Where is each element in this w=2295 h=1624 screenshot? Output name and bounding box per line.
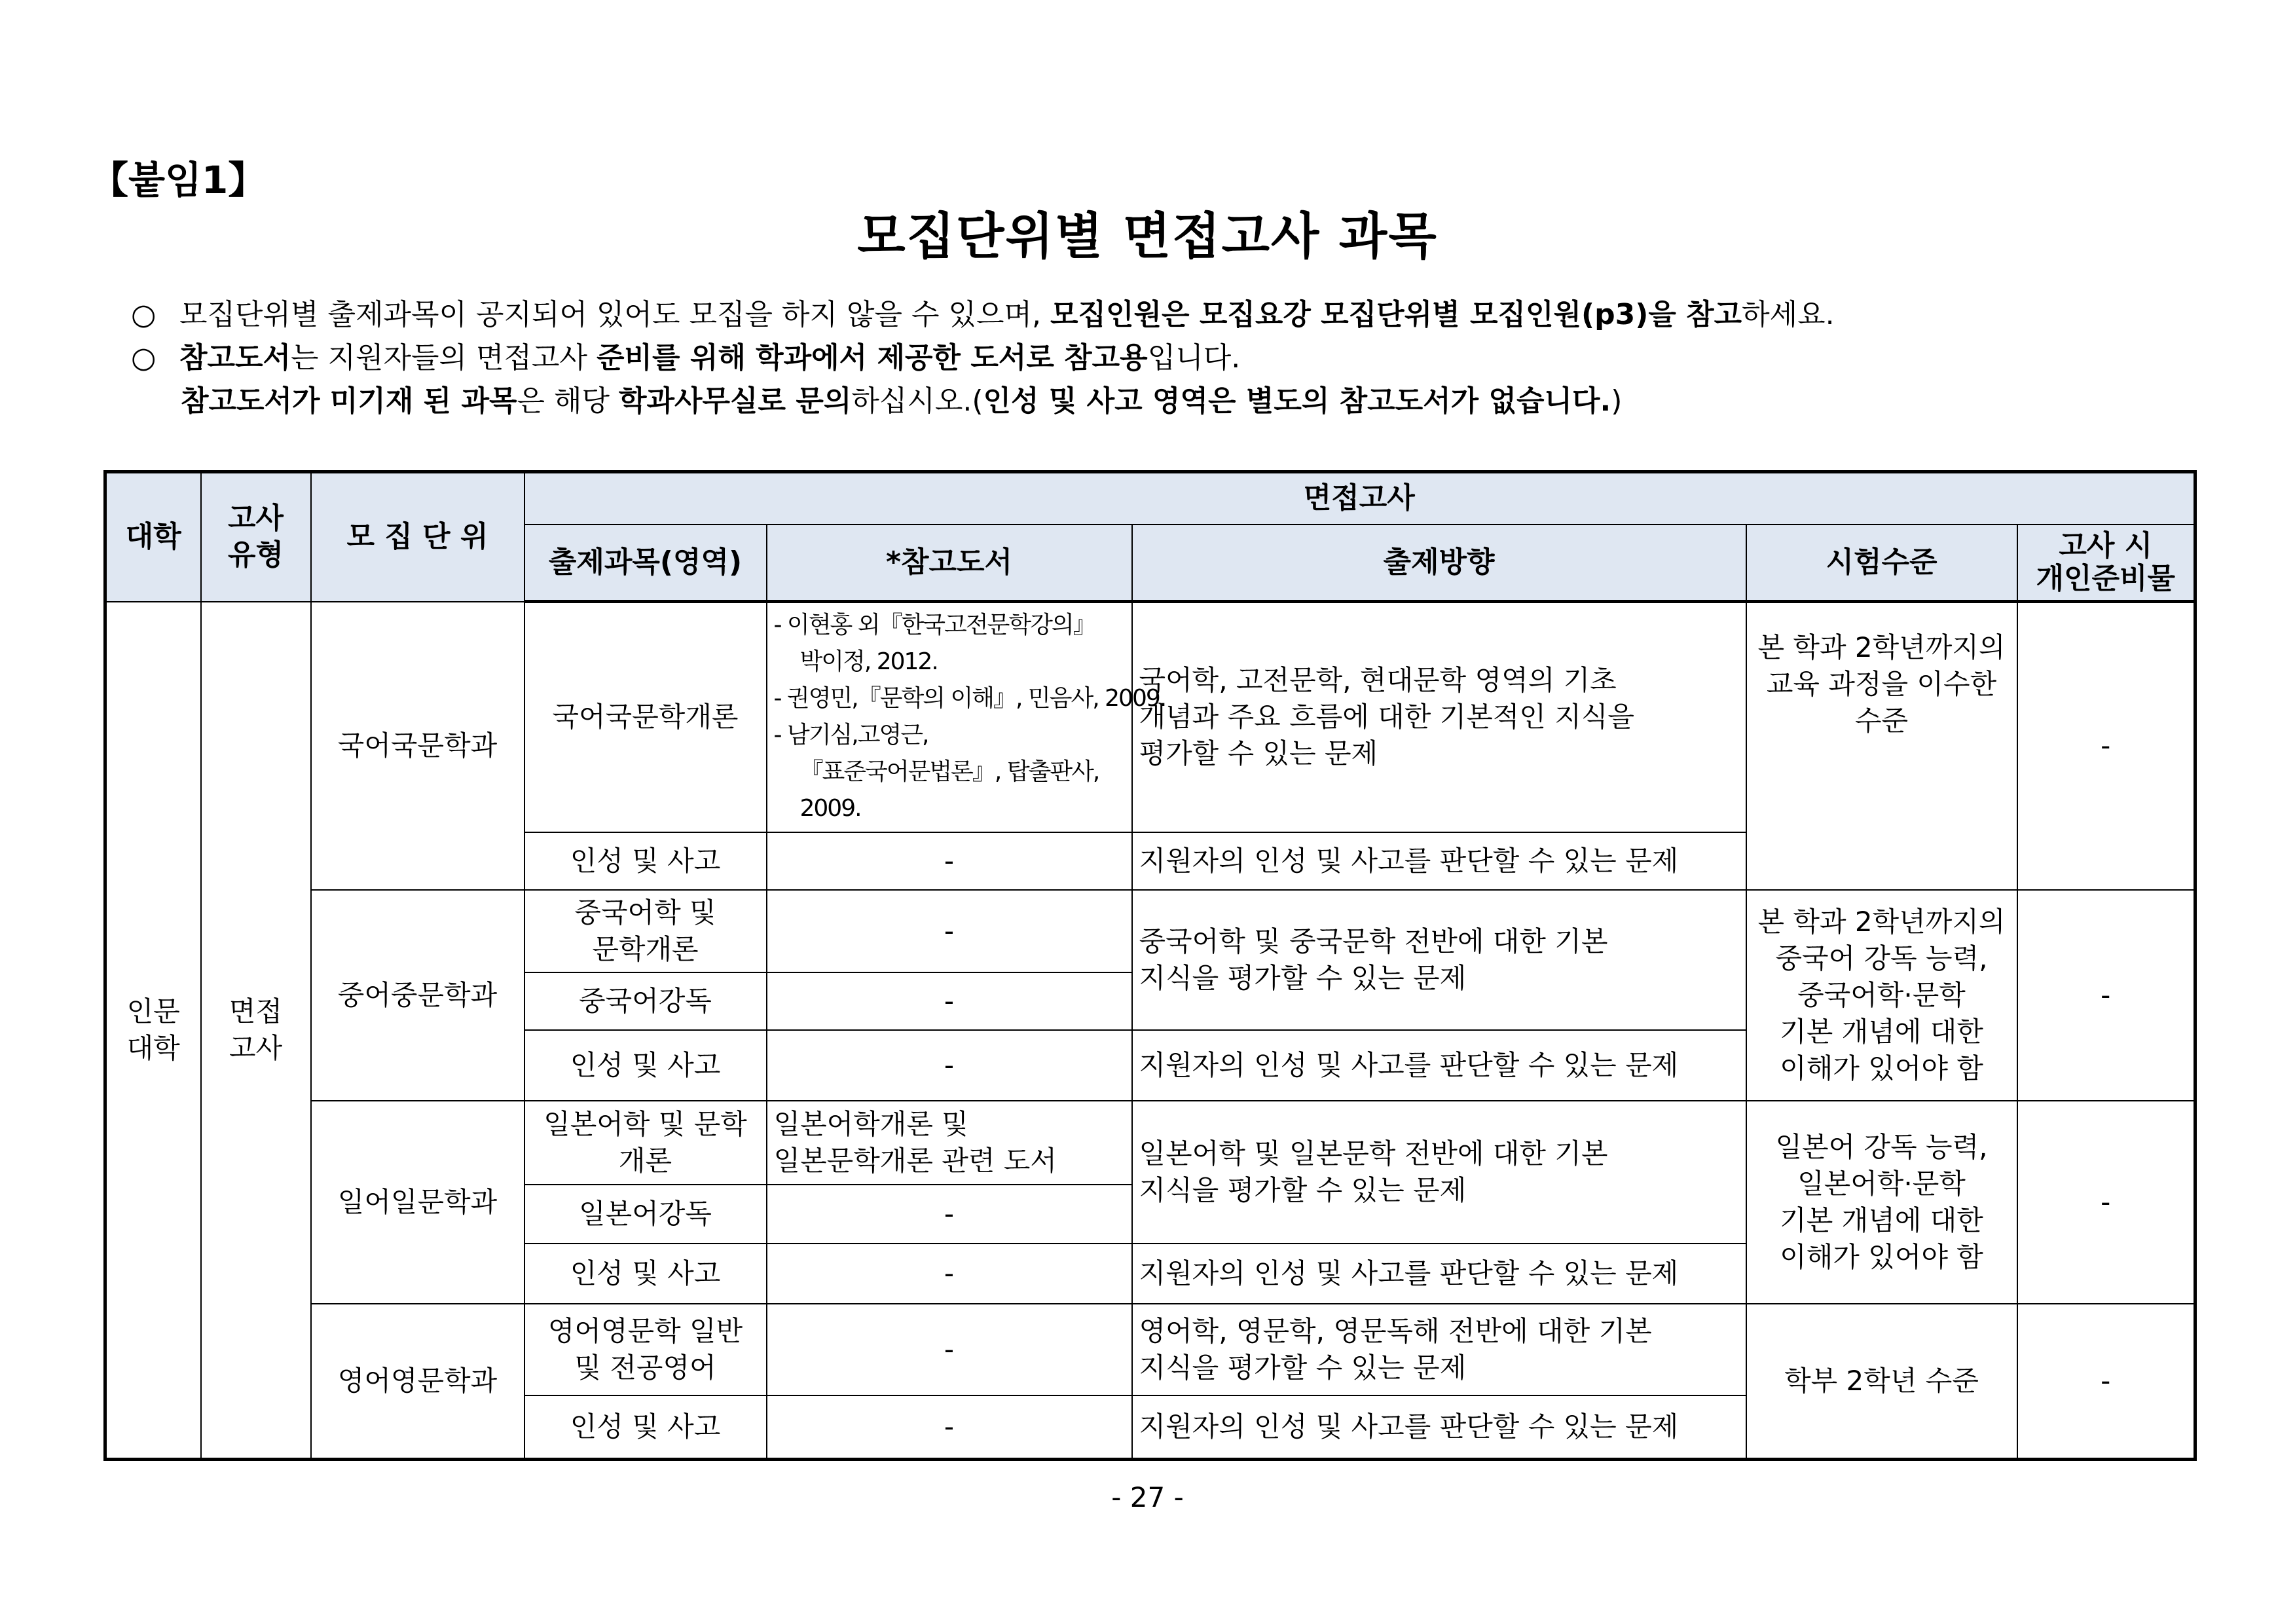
books-cell: - (767, 1030, 1132, 1101)
level-cell: 본 학과 2학년까지의 중국어 강독 능력, 중국어학·문학 기본 개념에 대한 이해가 있어야 함 (1746, 890, 2017, 1101)
note-text: 은 해당 (517, 384, 619, 418)
level-cell: 학부 2학년 수준 (1746, 1304, 2017, 1460)
attachment-label: 【붙임1】 (90, 158, 266, 202)
books-cell: - (767, 1304, 1132, 1395)
header-books: *참고도서 (767, 525, 1132, 602)
direction-cell: 지원자의 인성 및 사고를 판단할 수 있는 문제 (1132, 832, 1746, 890)
book-item: 2009. (799, 795, 861, 822)
header-interview: 면접고사 (524, 472, 2195, 525)
bullet-circle-icon: ○ (131, 298, 156, 331)
direction-cell: 일본어학 및 일본문학 전반에 대한 기본 지식을 평가할 수 있는 문제 (1132, 1101, 1746, 1244)
books-cell: - (767, 1395, 1132, 1460)
note-text: 는 지원자들의 면접고사 (291, 341, 597, 375)
note-emphasis: 모집인원은 모집요강 모집단위별 모집인원(p3)을 참고 (1050, 298, 1742, 331)
subject-cell: 일본어학 및 문학 개론 (524, 1101, 767, 1185)
note-emphasis: 인성 및 사고 영역은 별도의 참고도서가 없습니다. (983, 384, 1611, 418)
note-2 (131, 337, 1835, 380)
subject-cell: 국어국문학개론 (524, 602, 767, 832)
subject-cell: 일본어강독 (524, 1185, 767, 1244)
books-cell: - (767, 972, 1132, 1030)
book-item: - 이현홍 외『한국고전문학강의』 (773, 612, 1095, 639)
note-emphasis: 참고도서가 미기재 된 과목 (181, 384, 517, 418)
prep-cell: - (2017, 890, 2195, 1101)
books-cell: 일본어학개론 및 일본문학개론 관련 도서 (767, 1101, 1132, 1185)
direction-cell: 중국어학 및 중국문학 전반에 대한 기본 지식을 평가할 수 있는 문제 (1132, 890, 1746, 1030)
header-subject: 출제과목(영역) (524, 525, 767, 602)
table-row (105, 602, 2195, 832)
book-item: 박이정, 2012. (799, 648, 938, 676)
note-3 (131, 380, 1835, 423)
bullet-circle-icon: ○ (131, 341, 156, 375)
subject-cell: 중국어학 및 문학개론 (524, 890, 767, 972)
prep-cell: - (2017, 602, 2195, 890)
college-cell: 인문 대학 (105, 602, 201, 1460)
note-text: 하세요. (1742, 298, 1835, 331)
table-row (105, 890, 2195, 972)
note-text: 하십시오.( (851, 384, 983, 418)
book-item: - 권영민,『문학의 이해』, 민음사, 2009. (773, 685, 1166, 712)
subject-cell: 인성 및 사고 (524, 1244, 767, 1304)
prep-cell: - (2017, 1101, 2195, 1304)
note-emphasis: 학과사무실로 문의 (618, 384, 852, 418)
book-item: - 남기심,고영근, (773, 722, 928, 749)
direction-cell: 지원자의 인성 및 사고를 판단할 수 있는 문제 (1132, 1244, 1746, 1304)
note-text: ) (1611, 384, 1623, 418)
page-number: - 27 - (1111, 1481, 1184, 1513)
subject-cell: 인성 및 사고 (524, 832, 767, 890)
direction-cell: 지원자의 인성 및 사고를 판단할 수 있는 문제 (1132, 1030, 1746, 1101)
subject-cell: 중국어강독 (524, 972, 767, 1030)
subject-cell: 인성 및 사고 (524, 1030, 767, 1101)
unit-english: 영어영문학과 (311, 1304, 524, 1460)
note-text: 입니다. (1147, 341, 1241, 375)
direction-cell: 영어학, 영문학, 영문독해 전반에 대한 기본 지식을 평가할 수 있는 문제 (1132, 1304, 1746, 1395)
direction-cell: 지원자의 인성 및 사고를 판단할 수 있는 문제 (1132, 1395, 1746, 1460)
subject-cell: 인성 및 사고 (524, 1395, 767, 1460)
reference-books-list (767, 602, 1166, 832)
header-exam-type: 고사 유형 (201, 472, 311, 602)
header-level: 시험수준 (1746, 525, 2017, 602)
level-cell: 일본어 강독 능력, 일본어학·문학 기본 개념에 대한 이해가 있어야 함 (1746, 1101, 2017, 1304)
direction-cell: 국어학, 고전문학, 현대문학 영역의 기초 개념과 주요 흐름에 대한 기본적인 지식을 평가할 수 있는 문제 (1132, 602, 1746, 832)
books-cell: - (767, 890, 1132, 972)
table-row (105, 1304, 2195, 1395)
note-emphasis: 준비를 위해 학과에서 제공한 도서로 참고용 (597, 341, 1148, 375)
header-college: 대학 (105, 472, 201, 602)
books-cell: - (767, 1185, 1132, 1244)
prep-cell: - (2017, 1304, 2195, 1460)
header-direction: 출제방향 (1132, 525, 1746, 602)
level-cell: 본 학과 2학년까지의 교육 과정을 이수한 수준 (1746, 602, 2017, 890)
header-unit: 모 집 단 위 (311, 472, 524, 602)
books-cell: - (767, 832, 1132, 890)
subject-cell: 영어영문학 일반 및 전공영어 (524, 1304, 767, 1395)
book-item: 『표준국어문법론』, 탑출판사, (799, 758, 1099, 786)
note-1 (131, 293, 1835, 337)
unit-chinese: 중어중문학과 (311, 890, 524, 1101)
note-text: 모집단위별 출제과목이 공지되어 있어도 모집을 하지 않을 수 있으며, (179, 298, 1050, 331)
books-cell: - (767, 1244, 1132, 1304)
header-prep: 고사 시 개인준비물 (2017, 525, 2195, 602)
note-emphasis: 참고도서 (179, 341, 291, 375)
exam-type-cell: 면접 고사 (201, 602, 311, 1460)
table-row (105, 1101, 2195, 1185)
interview-subjects-table (103, 470, 2197, 1461)
page-title: 모집단위별 면접고사 과목 (857, 207, 1438, 265)
notes (131, 293, 1835, 423)
unit-korean: 국어국문학과 (311, 602, 524, 890)
unit-japanese: 일어일문학과 (311, 1101, 524, 1304)
